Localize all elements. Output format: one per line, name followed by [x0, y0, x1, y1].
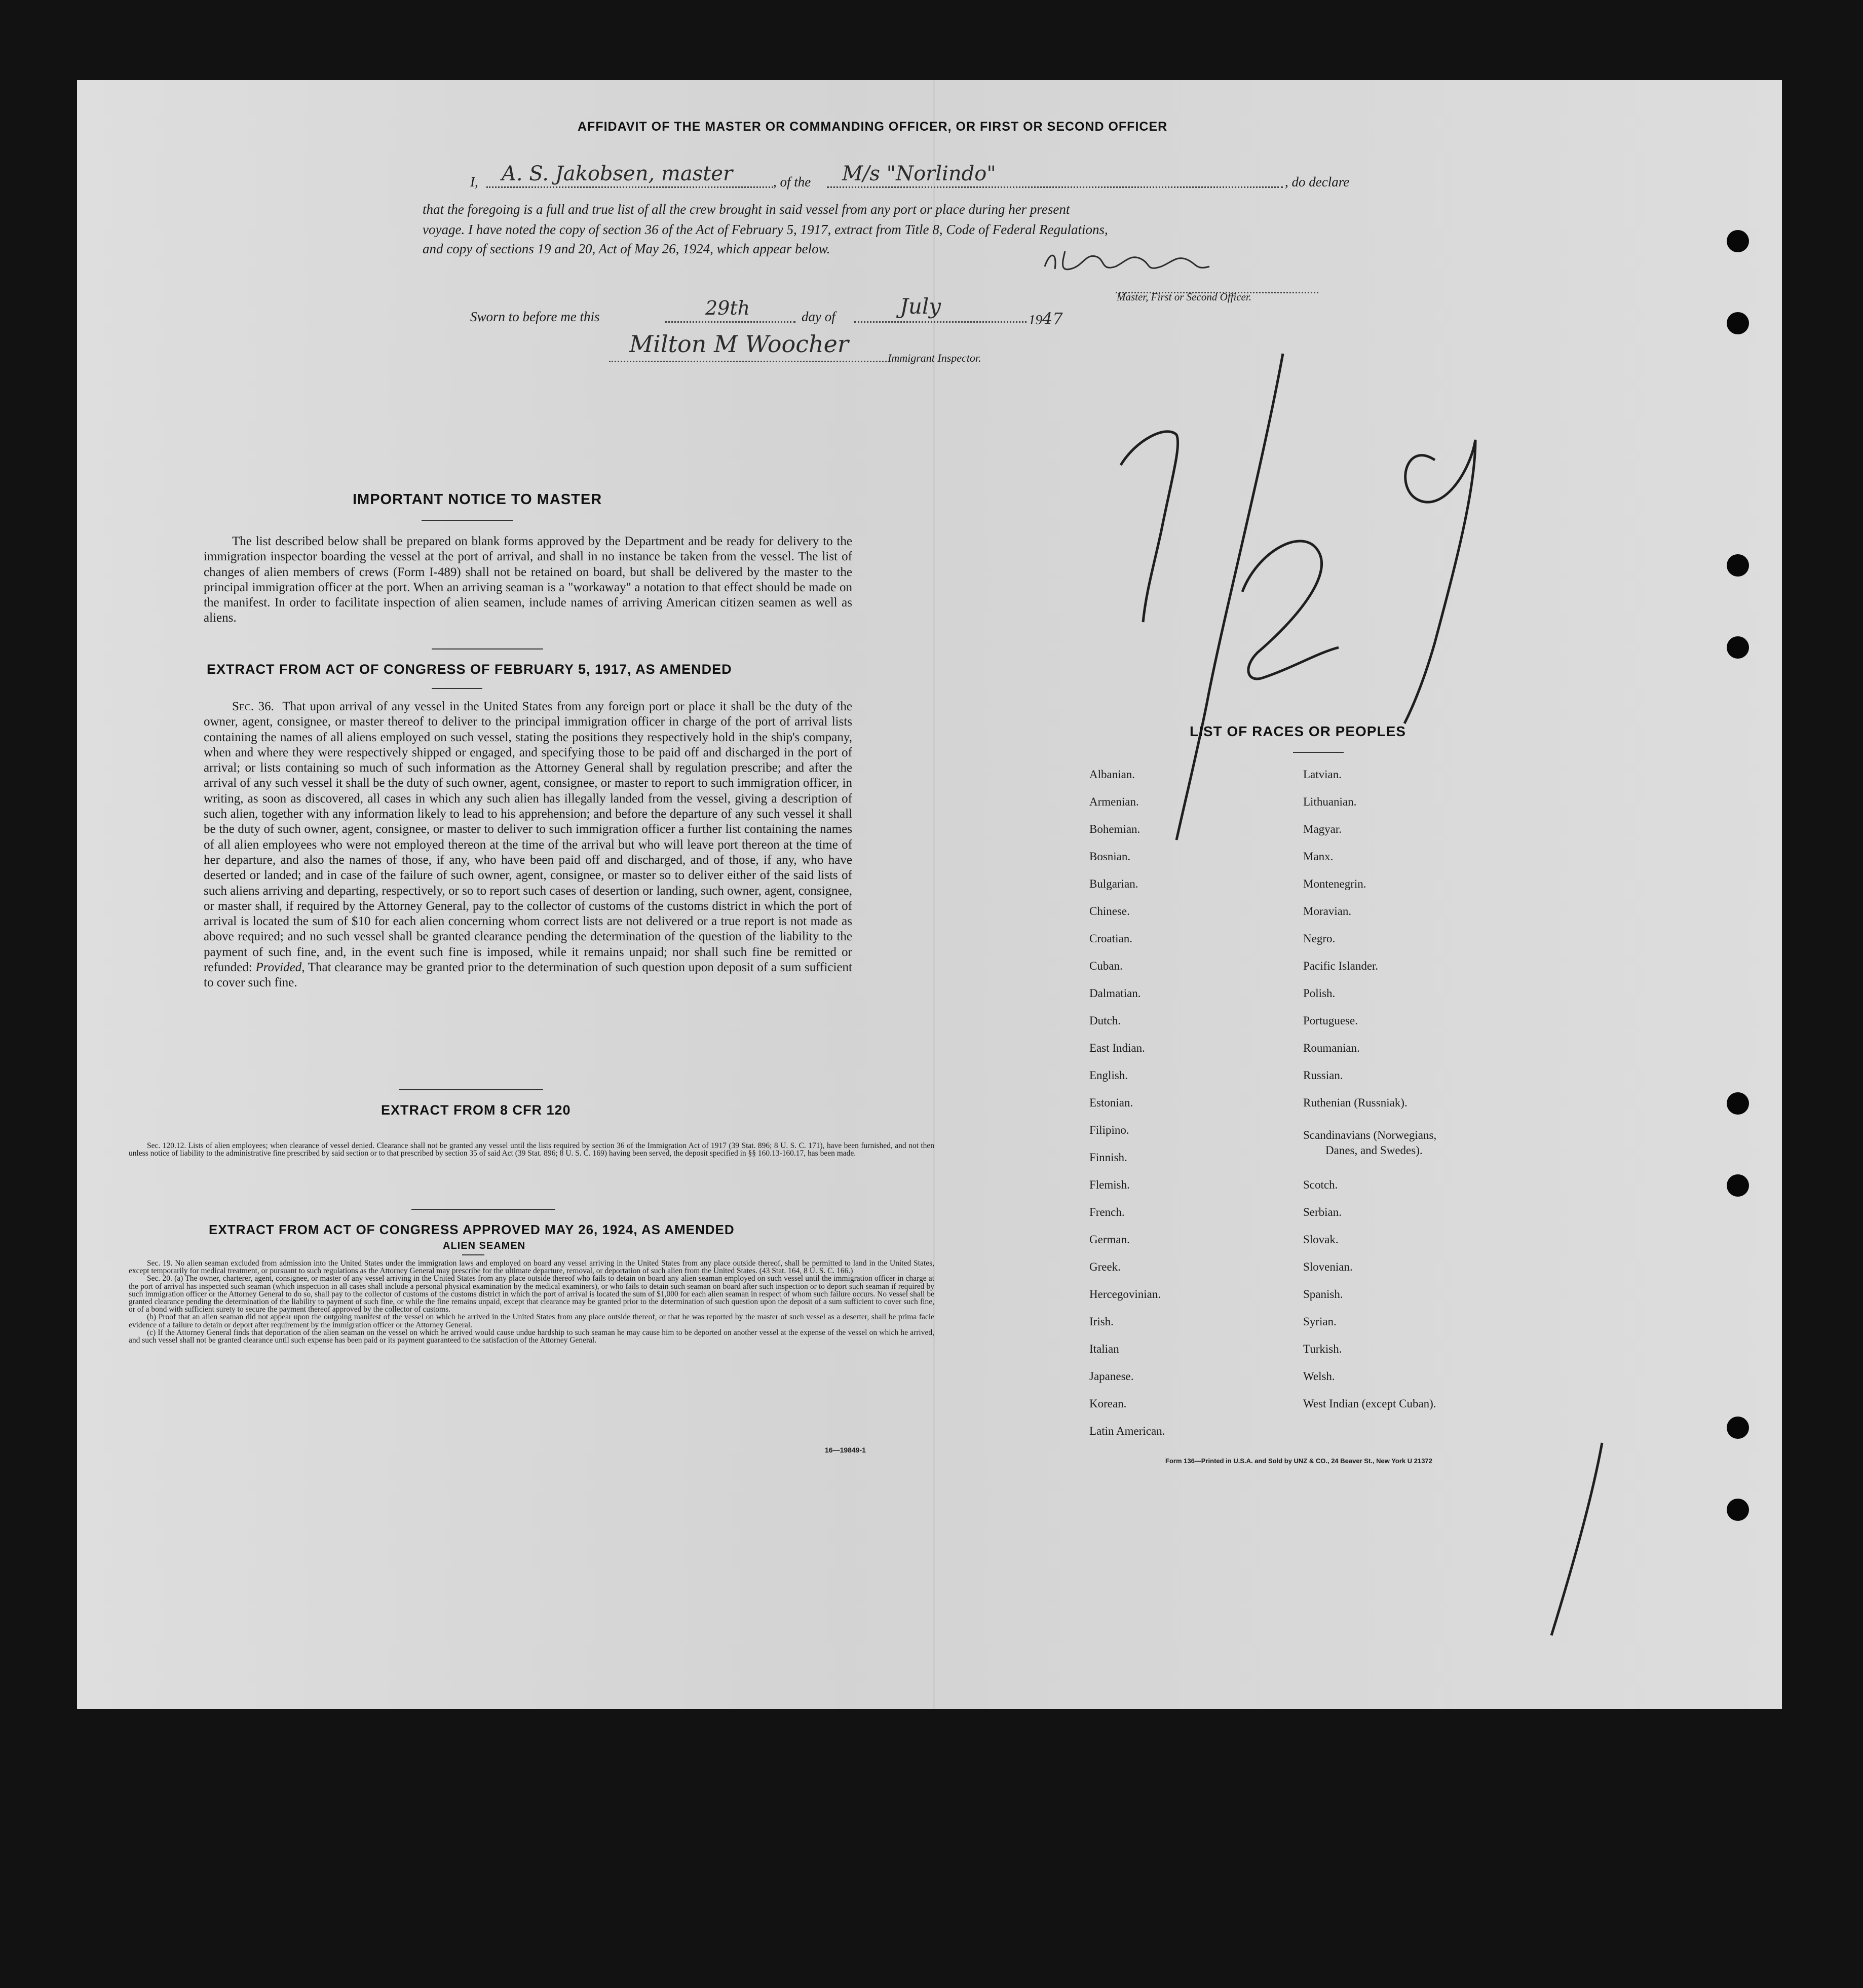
race-item: Scotch. [1303, 1178, 1338, 1191]
extract-1924-top-divider [411, 1209, 555, 1210]
vessel-name-handwritten: M/s "Norlindo" [842, 162, 996, 185]
handwritten-date-strokes [1090, 338, 1607, 845]
race-item: Irish. [1089, 1315, 1114, 1328]
extract-1924-heading: EXTRACT FROM ACT OF CONGRESS APPROVED MAY 26, 1924, AS AMENDED [209, 1222, 735, 1237]
punch-hole [1727, 1092, 1749, 1115]
race-item: Spanish. [1303, 1288, 1343, 1301]
race-item: German. [1089, 1233, 1130, 1246]
race-item: Montenegrin. [1303, 877, 1366, 890]
race-item: Croatian. [1089, 932, 1132, 945]
races-divider [1293, 752, 1344, 753]
race-item: Dutch. [1089, 1014, 1121, 1027]
signature-caption: Master, First or Second Officer. [1117, 291, 1251, 303]
race-item: Cuban. [1089, 960, 1123, 972]
affidavit-line-2: that the foregoing is a full and true list of all the crew brought in said vessel from any port or place during her present [423, 202, 1070, 217]
inspector-signature-line [609, 330, 887, 362]
extract-1924-subheading: ALIEN SEAMEN [443, 1240, 526, 1251]
master-signature-scrawl [1035, 246, 1288, 277]
affidavit-i-label: I, [470, 174, 478, 189]
race-item: Magyar. [1303, 823, 1342, 835]
race-item: Estonian. [1089, 1096, 1133, 1109]
race-item: Hercegovinian. [1089, 1288, 1161, 1301]
of-the-label: , of the [773, 174, 811, 189]
punch-hole [1727, 230, 1749, 252]
extract-1917-top-divider [432, 648, 543, 649]
affidavit-line-3: voyage. I have noted the copy of section 36 of the Act of February 5, 1917, extract from Title 8, Code of Federal Regulations, [423, 222, 1108, 237]
form-code: 16—19849-1 [825, 1446, 866, 1454]
race-item: West Indian (except Cuban). [1303, 1397, 1436, 1410]
race-item: Turkish. [1303, 1343, 1342, 1355]
do-declare-label: , do declare [1285, 174, 1350, 189]
section-20b-text: (b) Proof that an alien seaman did not appear upon the outgoing manifest of the vessel on which he arrived in the United States from any place outside thereof, or that he was reported by the master of such vessel as a deserter, shall be prima facie evidence of a failure to detain or deport after requirement by the immigration officer or the Attorney General. [129, 1313, 934, 1329]
section-36-text: That upon arrival of any vessel in the United States from any foreign port or place it shall be the duty of the owner, agent, consignee, or master thereof to deliver to the principal immigration officer in charge of the port of arrival lists containing the names of all aliens employed on such vessel, stating the positions they respectively hold in the ship's company, when and where they were respectively shipped or engaged, and specifying those to be paid off and discharged in the port of arrival; or lists containing so much of such information as the Attorney General shall by regulation prescribe; and after the arrival of any such vessel it shall be the duty of such owner, agent, consignee, or master to report to such immigration officer, in writing, as soon as discovered, all cases in which any such alien has illegally landed from the vessel, giving a description of such alien, together with any information likely to lead to his apprehension; and before the departure of any such vessel it shall be the duty of such owner, agent, consignee, or master to deliver to such immigration officer a further list containing the names of all alien employees who were not employed thereon at the time of the arrival but who will leave port thereon at the time of her departure, and also the names of those, if any, who have been paid off and discharged, and of those, if any, who have deserted or landed; and in case of the failure of such owner, agent, consignee, or master so to deliver either of the said lists of such aliens arriving and departing, respectively, or so to report such cases of desertion or landing, such owner, agent, consignee, or master shall, if required by the Attorney General, pay to the collector of customs of the customs district in which the port of arrival is located the sum of $10 for each alien concerning whom correct lists are not delivered or a true report is not made as above required; and no such vessel shall be granted clearance pending the determination of the question of the liability to the payment of such fine, and, in the event such fine is imposed, while it remains unpaid; nor shall such fine be remitted or refunded: [204, 700, 852, 975]
race-item: Latvian. [1303, 768, 1342, 781]
race-item: Armenian. [1089, 795, 1139, 808]
race-item: Moravian. [1303, 905, 1352, 917]
punch-hole [1727, 312, 1749, 334]
race-item: Greek. [1089, 1260, 1121, 1273]
handwritten-date-mark [1090, 338, 1607, 845]
race-item: Japanese. [1089, 1370, 1134, 1383]
extract-cfr-top-divider [399, 1089, 543, 1090]
race-item: English. [1089, 1069, 1128, 1082]
race-item: Scandinavians (Norwegians, [1303, 1129, 1437, 1141]
sworn-day-line [665, 298, 795, 323]
race-item: Korean. [1089, 1397, 1127, 1410]
race-item: Italian [1089, 1343, 1119, 1355]
punch-hole [1727, 554, 1749, 577]
race-item: Ruthenian (Russniak). [1303, 1096, 1408, 1109]
race-item: Slovenian. [1303, 1260, 1353, 1273]
extract-1924-body [129, 1259, 934, 1344]
inspector-caption: Immigrant Inspector. [888, 352, 981, 364]
form-footer: Form 136—Printed in U.S.A. and Sold by UNZ & CO., 24 Beaver St., New York U 21372 [1165, 1457, 1432, 1465]
race-item: Bohemian. [1089, 823, 1140, 835]
stray-pen-stroke-svg [1531, 1438, 1632, 1640]
extract-cfr-heading: EXTRACT FROM 8 CFR 120 [381, 1102, 571, 1118]
race-item: Bulgarian. [1089, 877, 1138, 890]
extract-1917-body [204, 699, 852, 991]
race-item: Albanian. [1089, 768, 1135, 781]
races-heading: LIST OF RACES OR PEOPLES [1190, 723, 1406, 739]
race-item: French. [1089, 1206, 1125, 1218]
race-item: Roumanian. [1303, 1042, 1360, 1054]
master-signature [1035, 246, 1288, 277]
extract-1924-divider [462, 1254, 484, 1255]
section-20c-text: (c) If the Attorney General finds that deportation of the alien seaman on the vessel on which he arrived would cause undue hardship to such seaman he may cause him to be deported on another vessel at the expense of the vessel on which he arrived, and such vessel shall not be granted clearance until such expense has been paid or its payment guaranteed to the satisfaction of the Attorney General. [129, 1328, 934, 1345]
inspector-signature: Milton M Woocher [629, 330, 849, 358]
race-item: Negro. [1303, 932, 1336, 945]
race-item: Syrian. [1303, 1315, 1337, 1328]
punch-hole [1727, 1174, 1749, 1197]
extract-cfr-body: Sec. 120.12. Lists of alien employees; when clearance of vessel denied. Clearance shall not be granted any vessel until the lists required by section 36 of the Immigration Act of 1917 (39 Stat. 896; 8 U. S. C. 171), have been furnished, and not then unless notice of liability to the administrative fine prescribed by said section or to that prescribed by section 35 of said Act (39 Stat. 896; 8 U. S. C. 169) having been served, the deposit specified in §§ 160.13-160.17, has been made. [129, 1141, 934, 1158]
race-item: Dalmatian. [1089, 987, 1141, 1000]
vessel-name-line [827, 162, 1283, 188]
section-36-label: Sec. 36. [232, 700, 274, 713]
sworn-day: 29th [705, 297, 750, 319]
race-item: Serbian. [1303, 1206, 1342, 1218]
race-item: Flemish. [1089, 1178, 1130, 1191]
race-item: Slovak. [1303, 1233, 1339, 1246]
race-item: Latin American. [1089, 1425, 1165, 1437]
punch-hole [1727, 1499, 1749, 1521]
race-item: Portuguese. [1303, 1014, 1358, 1027]
master-name-line [486, 162, 773, 188]
section-19-text: Sec. 19. No alien seaman excluded from admission into the United States under the immigration laws and employed on board any vessel arriving in the United States from any place outside thereof, shall be permitted to land in the United States, except temporarily for medical treatment, or pursuant to such regulations as the Attorney General may prescribe for the ultimate departure, removal, or deportation of such alien from the United States. (43 Stat. 164, 8 U. S. C. 166.) [129, 1259, 934, 1276]
race-item: Bosnian. [1089, 850, 1131, 863]
provided-label: Provided, [255, 961, 305, 975]
extract-1917-divider [432, 688, 482, 689]
punch-hole [1727, 636, 1749, 659]
race-item: East Indian. [1089, 1042, 1145, 1054]
extract-1917-heading: EXTRACT FROM ACT OF CONGRESS OF FEBRUARY 5, 1917, AS AMENDED [207, 662, 732, 677]
affidavit-line-4: and copy of sections 19 and 20, Act of May 26, 1924, which appear below. [423, 241, 830, 256]
race-item: Pacific Islander. [1303, 960, 1379, 972]
notice-divider [422, 520, 513, 521]
race-item: Finnish. [1089, 1151, 1127, 1164]
notice-heading: IMPORTANT NOTICE TO MASTER [353, 491, 602, 508]
page-fold [933, 80, 935, 1709]
section-36-text-end: That clearance may be granted prior to the determination of such question upon deposit of a sum sufficient to cover such fine. [204, 961, 853, 990]
race-item: Danes, and Swedes). [1325, 1144, 1423, 1157]
race-item: Filipino. [1089, 1124, 1129, 1136]
sworn-label: Sworn to before me this [470, 309, 600, 324]
year-prefix [1029, 309, 1063, 328]
notice-body: The list described below shall be prepared on blank forms approved by the Department and be ready for delivery to the immigration inspector boarding the vessel at the port of arrival, and shall in no instance be taken from the vessel. The list of changes of alien members of crews (Form I-489) shall not be retained on board, but shall be delivered by the master to the principal immigration officer at the port. When an arriving seaman is a "workaway" a notation to that effect should be made on the manifest. In order to facilitate inspection of alien seamen, include names of arriving American citizen seamen as well as aliens. [204, 534, 852, 625]
day-of-label: day of [802, 309, 835, 324]
race-item: Chinese. [1089, 905, 1130, 917]
race-item: Lithuanian. [1303, 795, 1357, 808]
sworn-month: July [900, 294, 941, 319]
race-item: Russian. [1303, 1069, 1343, 1082]
master-name-handwritten: A. S. Jakobsen, master [502, 162, 733, 185]
affidavit-heading: AFFIDAVIT OF THE MASTER OR COMMANDING OFFICER, OR FIRST OR SECOND OFFICER [578, 120, 1168, 134]
punch-hole [1727, 1417, 1749, 1439]
race-item: Manx. [1303, 850, 1334, 863]
stray-pen-stroke [1531, 1438, 1632, 1640]
document-page [77, 80, 1782, 1709]
section-20a-text: Sec. 20. (a) The owner, charterer, agent, consignee, or master of any vessel arriving in the United States from any place outside thereof who fails to detain on board any alien seaman employed on such vessel until the immigration officer in charge at the port of arrival has inspected such seaman (which inspection in all cases shall include a personal physical examination by the medical examiners), or who fails to detain such seaman on board after such inspection or to deport such seaman if required by such immigration officer or the Attorney General to do so, shall pay to the collector of customs of the customs district in which the port of arrival is located the sum of $1,000 for each alien seaman in respect of whom such failure occurs. No vessel shall be granted clearance pending the determination of the liability to payment of such fine, or while the fine remains unpaid, except that clearance may be granted prior to the determination of such question upon the deposit of a sum sufficient to cover such fine, or of a bond with sufficient surety to secure the payment thereof approved by the collector of customs. [129, 1274, 934, 1314]
year-prefix-text: 19 [1029, 312, 1042, 327]
sworn-month-line [854, 294, 1026, 323]
year-handwritten: 47 [1042, 309, 1063, 328]
race-item: Welsh. [1303, 1370, 1335, 1383]
race-item: Polish. [1303, 987, 1336, 1000]
